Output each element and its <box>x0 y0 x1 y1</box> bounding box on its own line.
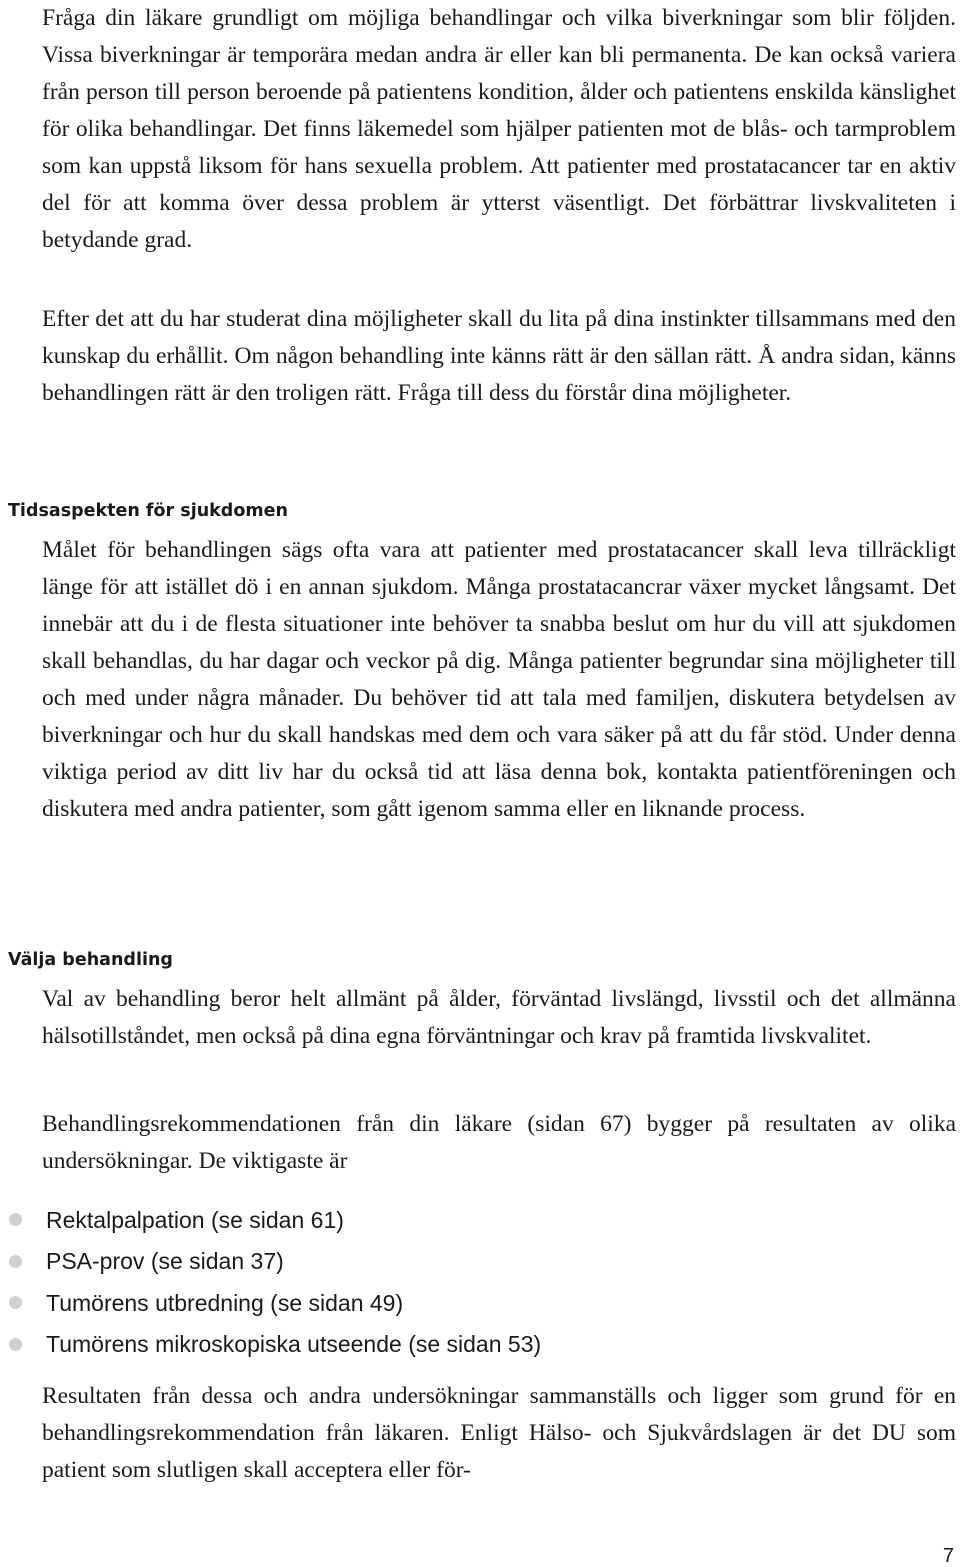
list-item-text: Tumörens mikroskopiska utseende (se sidan 53) <box>46 1331 542 1358</box>
choose-closing-paragraph: Resultaten från dessa och andra undersökningar sammanställs och ligger som grund för en behandlingsrekommendation från läkaren. Enligt Hälso- och Sjukvårdslagen är det DU som patient som slutligen skall acceptera eller för- <box>42 1383 956 1483</box>
bullet-icon <box>9 1255 22 1268</box>
page-number: 7 <box>942 1545 954 1567</box>
section-heading-time: Tidsaspekten för sjukdomen <box>8 501 288 521</box>
list-item-text: Tumörens utbredning (se sidan 49) <box>46 1289 404 1316</box>
list-item-text: Rektalpalpation (se sidan 61) <box>46 1206 344 1233</box>
bullet-icon <box>9 1296 22 1309</box>
intro-paragraph-2: Efter det att du har studerat dina möjligheter skall du lita på dina instinkter tillsammans med den kunskap du erhållit. Om någon behandling inte känns rätt är den sällan rätt. Å andra sidan, känns behandlingen rätt är den troligen rätt. Fråga till dess du förstår dina möjligheter. <box>42 306 956 406</box>
list-item <box>0 1241 700 1283</box>
list-item <box>0 1199 700 1241</box>
bullet-icon <box>9 1213 22 1226</box>
intro-paragraph-1: Fråga din läkare grundligt om möjliga behandlingar och vilka biverkningar som blir följden. Vissa biverkningar är temporära medan andra är eller kan bli permanenta. De kan också variera från person till person beroende på patientens kondition, ålder och patientens enskilda känslighet för olika behandlingar. Det finns läkemedel som hjälper patienten mot de blås- och tarmproblem som kan uppstå liksom för hans sexuella problem. Att patienter med prostatacancer tar en aktiv del för att komma över dessa problem är ytterst väsentligt. Det förbättrar livskvaliteten i betydande grad. <box>42 5 956 253</box>
examination-list <box>0 1199 700 1365</box>
list-item-text: PSA-prov (se sidan 37) <box>46 1248 284 1275</box>
choose-paragraph-2: Behandlingsrekommendationen från din läkare (sidan 67) bygger på resultaten av olika undersökningar. De viktigaste är <box>42 1111 956 1174</box>
list-item <box>0 1324 700 1366</box>
list-item <box>0 1282 700 1324</box>
section-heading-choose: Välja behandling <box>8 950 173 970</box>
time-paragraph-1: Målet för behandlingen sägs ofta vara att patienter med prostatacancer skall leva tillräckligt länge för att istället dö i en annan sjukdom. Många prostatacancrar växer mycket långsamt. Det innebär att du i de flesta situationer inte behöver ta snabba beslut om hur du vill att sjukdomen skall behandlas, du har dagar och veckor på dig. Många patienter begrundar sina möjligheter till och med under några månader. Du behöver tid att tala med familjen, diskutera betydelsen av biverkningar och hur du skall handskas med dem och vara säker på att du får stöd. Under denna viktiga period av ditt liv har du också tid att läsa denna bok, kontakta patientföreningen och diskutera med andra patienter, som gått igenom samma eller en liknande process. <box>42 537 956 822</box>
choose-paragraph-1: Val av behandling beror helt allmänt på ålder, förväntad livslängd, livsstil och det allmänna hälsotillståndet, men också på dina egna förväntningar och krav på framtida livskvalitet. <box>42 986 956 1049</box>
bullet-icon <box>9 1338 22 1351</box>
